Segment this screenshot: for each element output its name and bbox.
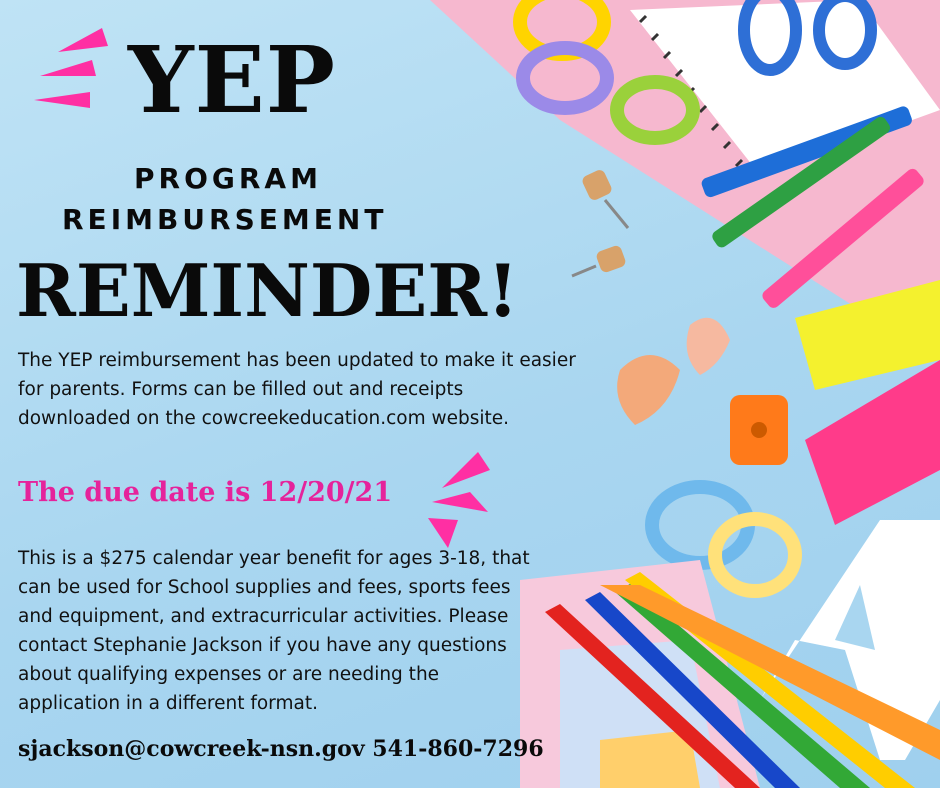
- burst-icon: [428, 452, 490, 548]
- sharpener-icon: [730, 395, 788, 465]
- due-date: The due date is 12/20/21: [18, 477, 393, 508]
- sticky-note-icon: [795, 280, 940, 525]
- push-pin-icon: [572, 168, 628, 276]
- program-subtitle: PROGRAM: [134, 162, 322, 195]
- reimbursement-subtitle: REIMBURSEMENT: [62, 203, 388, 236]
- reminder-headline: REMINDER!: [16, 248, 519, 333]
- details-paragraph: This is a $275 calendar year benefit for ages 3-18, that can be used for School supplies and fees, sports fees and equipment, and extracurricular activities. Please contact Stephanie Jackson if you have any questions about qualifying expenses or are needing the application in a different format.: [18, 548, 530, 714]
- pencil-shavings-icon: [617, 318, 730, 425]
- contact-info: sjackson@cowcreek-nsn.gov 541-860-7296: [18, 736, 544, 762]
- burst-icon: [34, 28, 108, 108]
- intro-paragraph: The YEP reimbursement has been updated to make it easier for parents. Forms can be filled out and receipts downloaded on the cowcreekeducation.com website.: [18, 350, 576, 429]
- program-title: YEP: [128, 26, 336, 134]
